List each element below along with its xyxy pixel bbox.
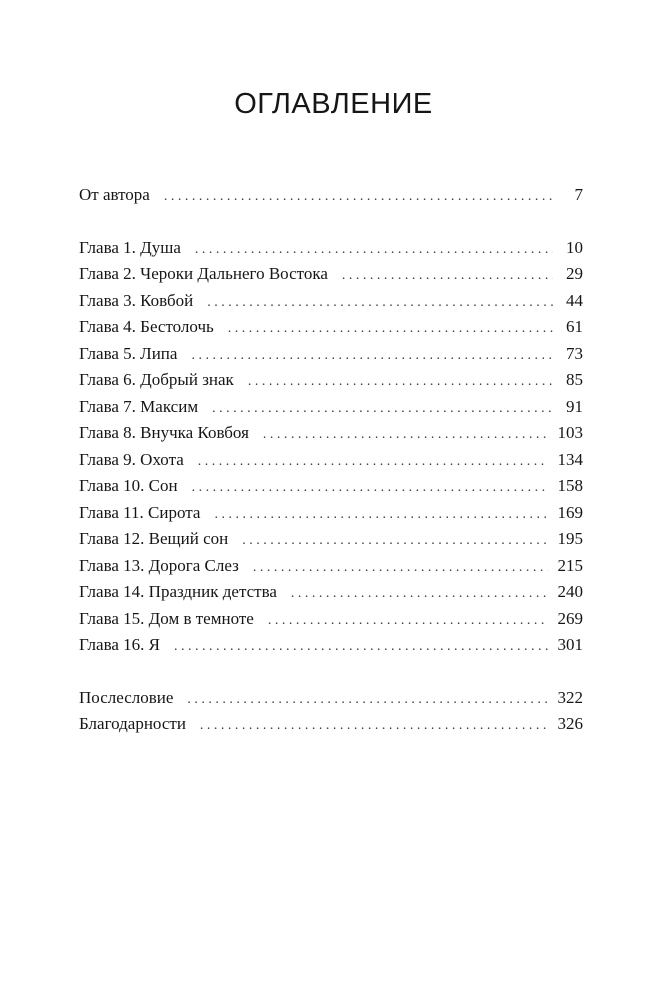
toc-entry-title: Послесловие [79,687,174,707]
toc-entry[interactable] [79,185,583,212]
dot-leader [248,374,553,390]
toc-entry[interactable] [79,238,583,265]
dot-leader [242,533,547,549]
toc-entry-page-number: 29 [566,264,583,283]
toc-entry-page-number: 195 [557,529,583,548]
dot-leader [212,401,553,417]
dot-leader [207,295,553,311]
toc-entry[interactable] [79,503,583,530]
page-title: ОГЛАВЛЕНИЕ [234,88,433,120]
toc-entry-page-number: 7 [574,185,583,204]
toc-entry-page-number: 301 [557,635,583,654]
dot-leader [164,189,553,205]
toc-entry-page-number: 73 [566,343,583,363]
toc-entry-page-number: 61 [566,317,583,336]
dot-leader [253,560,548,576]
toc-entry-page-number: 169 [557,502,583,522]
toc-entry[interactable] [79,317,583,344]
dot-leader [195,242,553,258]
toc-entry-title: Глава 1. Душа [79,237,181,257]
toc-entry[interactable] [79,609,583,636]
toc-entry-title: Глава 8. Внучка Ковбоя [79,423,249,442]
dot-leader [198,454,548,470]
toc-entry-title: Глава 4. Бестолочь [79,317,214,336]
toc-entry-page-number: 240 [557,582,583,601]
dot-leader [200,718,548,734]
toc-entry[interactable] [79,529,583,556]
toc-entry-page-number: 103 [557,423,583,442]
dot-leader [191,348,553,364]
dot-leader [192,480,548,496]
dot-leader [174,639,547,655]
table-of-contents [79,185,583,741]
toc-entry-title: Глава 9. Охота [79,449,184,469]
toc-entry[interactable] [79,556,583,583]
toc-entry-title: Глава 6. Добрый знак [79,370,234,389]
dot-leader [342,268,553,284]
toc-entry-title: Глава 14. Праздник детства [79,582,277,601]
toc-entry-title: От автора [79,185,150,204]
toc-entry-title: Глава 15. Дом в темноте [79,608,254,628]
toc-entry-page-number: 91 [566,396,583,416]
toc-entry-title: Глава 2. Чероки Дальнего Востока [79,264,328,283]
toc-entry-title: Глава 11. Сирота [79,502,201,522]
toc-entry[interactable] [79,688,583,715]
toc-entry-page-number: 134 [557,449,583,469]
toc-entry-title: Глава 16. Я [79,635,161,654]
toc-entry[interactable] [79,582,583,609]
toc-entry-page-number: 158 [557,476,583,495]
toc-entry[interactable] [79,476,583,503]
toc-entry-page-number: 326 [557,714,583,733]
toc-entry-title: Глава 3. Ковбой [79,290,194,310]
dot-leader [228,321,553,337]
toc-entry-page-number: 322 [557,687,583,707]
toc-entry[interactable] [79,423,583,450]
toc-entry[interactable] [79,635,583,662]
toc-entry[interactable] [79,344,583,371]
toc-entry-page-number: 269 [557,608,583,628]
toc-entry[interactable] [79,714,583,741]
dot-leader [263,427,548,443]
toc-entry-page-number: 10 [566,237,583,257]
toc-entry-title: Глава 5. Липа [79,343,178,363]
dot-leader [214,507,547,523]
toc-entry-title: Глава 10. Сон [79,476,178,495]
toc-entry[interactable] [79,264,583,291]
toc-entry-page-number: 215 [557,555,583,575]
toc-entry-page-number: 44 [566,290,583,310]
toc-entry-title: Глава 7. Максим [79,396,199,416]
dot-leader [268,613,548,629]
toc-entry[interactable] [79,397,583,424]
toc-entry[interactable] [79,370,583,397]
dot-leader [291,586,548,602]
toc-entry-title: Глава 12. Вещий сон [79,529,229,548]
toc-entry-title: Благодарности [79,714,186,733]
toc-entry[interactable] [79,450,583,477]
toc-entry-page-number: 85 [566,370,583,389]
dot-leader [187,692,547,708]
toc-entry[interactable] [79,291,583,318]
toc-entry-title: Глава 13. Дорога Слез [79,555,239,575]
